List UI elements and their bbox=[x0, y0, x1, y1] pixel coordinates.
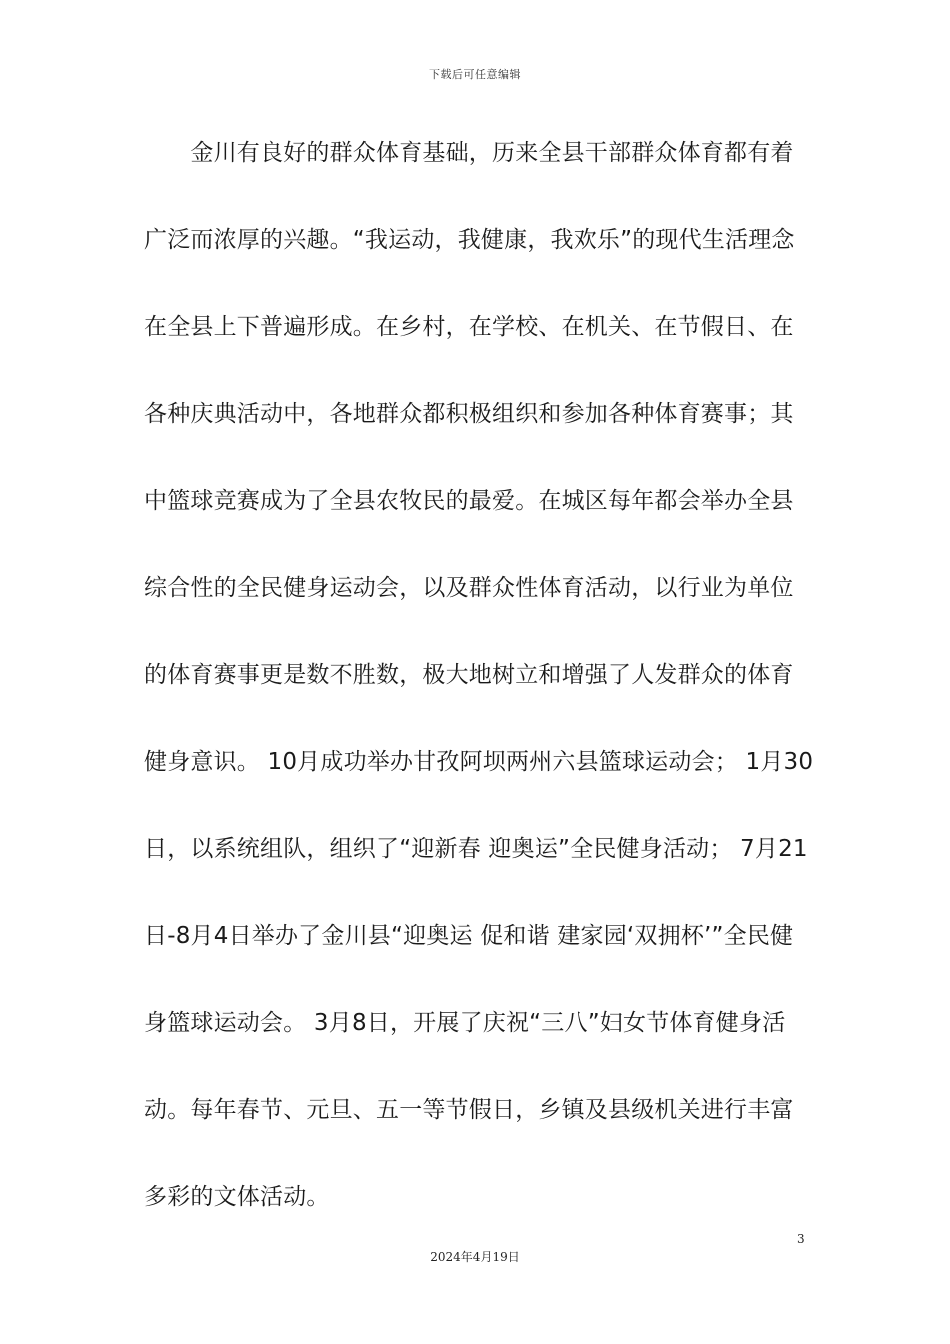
paragraph-line-10: 日-8月4日举办了金川县“迎奥运 促和谐 建家园‘双拥杯’”全民健 bbox=[144, 923, 794, 949]
paragraph-line-6: 综合性的全民健身运动会，以及群众性体育活动，以行业为单位 bbox=[144, 575, 794, 601]
paragraph-line-13: 多彩的文体活动。 bbox=[144, 1184, 330, 1210]
page-number: 3 bbox=[797, 1232, 805, 1246]
paragraph-line-3: 在全县上下普遍形成。在乡村，在学校、在机关、在节假日、在 bbox=[144, 314, 794, 340]
paragraph-line-1: 金川有良好的群众体育基础，历来全县干部群众体育都有着 bbox=[144, 140, 794, 166]
paragraph-line-8: 健身意识。 10月成功举办甘孜阿坝两州六县篮球运动会； 1月30 bbox=[144, 749, 814, 775]
paragraph-line-11: 身篮球运动会。 3月8日，开展了庆祝“三八”妇女节体育健身活 bbox=[144, 1010, 786, 1036]
paragraph-line-5: 中篮球竞赛成为了全县农牧民的最爱。在城区每年都会举办全县 bbox=[144, 488, 794, 514]
paragraph-line-12: 动。每年春节、元旦、五一等节假日，乡镇及县级机关进行丰富 bbox=[144, 1097, 794, 1123]
page-footer-date: 2024年4月19日 bbox=[430, 1250, 520, 1264]
paragraph-line-7: 的体育赛事更是数不胜数，极大地树立和增强了人发群众的体育 bbox=[144, 662, 794, 688]
paragraph-line-9: 日，以系统组队，组织了“迎新春 迎奥运”全民健身活动； 7月21 bbox=[144, 836, 808, 862]
paragraph-line-4: 各种庆典活动中，各地群众都积极组织和参加各种体育赛事；其 bbox=[144, 401, 794, 427]
paragraph-line-2: 广泛而浓厚的兴趣。“我运动，我健康，我欢乐”的现代生活理念 bbox=[144, 227, 795, 253]
page-header: 下载后可任意编辑 bbox=[429, 68, 521, 81]
body-paragraph bbox=[144, 110, 814, 1241]
